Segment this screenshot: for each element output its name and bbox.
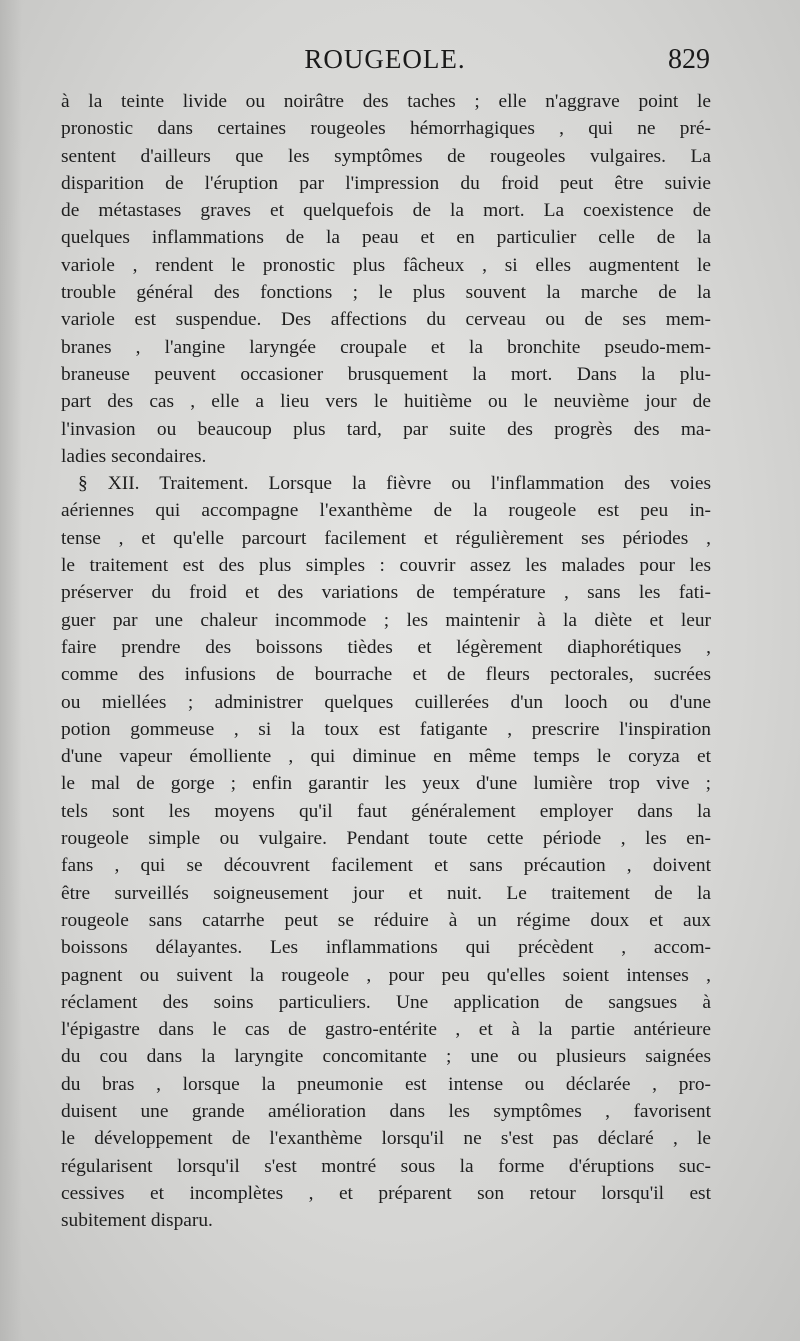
- running-header: [60, 40, 710, 86]
- text-line: trouble général des fonctions ; le plus souvent la marche de la: [61, 282, 711, 304]
- text-line: de métastases graves et quelquefois de la mort. La coexistence de: [61, 200, 711, 222]
- text-line: boissons délayantes. Les inflammations qui précèdent , accom-: [61, 937, 711, 959]
- text-line: variole , rendent le pronostic plus fâcheux , si elles augmentent le: [61, 254, 711, 276]
- page-number: 829: [668, 44, 710, 75]
- text-line: braneuse peuvent occasioner brusquement la mort. Dans la plu-: [61, 363, 711, 385]
- text-line: ladies secondaires.: [61, 445, 207, 467]
- text-line: réclament des soins particuliers. Une application de sangsues à: [61, 991, 711, 1013]
- text-line: faire prendre des boissons tièdes et légèrement diaphorétiques ,: [61, 636, 711, 658]
- body-text: [61, 88, 711, 1234]
- text-line: préserver du froid et des variations de température , sans les fati-: [61, 582, 711, 604]
- text-line: part des cas , elle a lieu vers le huitième ou le neuvième jour de: [61, 391, 711, 413]
- text-line: tels sont les moyens qu'il faut généralement employer dans la: [61, 800, 711, 822]
- text-line: aériennes qui accompagne l'exanthème de la rougeole est peu in-: [61, 500, 711, 522]
- text-line: comme des infusions de bourrache et de fleurs pectorales, sucrées: [61, 664, 711, 686]
- text-line: tense , et qu'elle parcourt facilement et régulièrement ses périodes ,: [61, 527, 711, 549]
- text-line: duisent une grande amélioration dans les symptômes , favorisent: [61, 1100, 711, 1122]
- text-line: fans , qui se découvrent facilement et sans précaution , doivent: [61, 855, 711, 877]
- text-line: à la teinte livide ou noirâtre des taches ; elle n'aggrave point le: [61, 91, 711, 112]
- text-line: l'épigastre dans le cas de gastro-entérite , et à la partie antérieure: [61, 1019, 711, 1041]
- text-line: du cou dans la laryngite concomitante ; une ou plusieurs saignées: [61, 1046, 711, 1068]
- text-line: guer par une chaleur incommode ; les maintenir à la diète et leur: [61, 609, 711, 631]
- page-spine-shadow: [0, 0, 22, 1341]
- paragraph-treatment: [61, 470, 711, 1234]
- text-line: l'invasion ou beaucoup plus tard, par suite des progrès des ma-: [61, 418, 711, 440]
- text-line: variole est suspendue. Des affections du cerveau ou de ses mem-: [61, 309, 711, 331]
- text-line: pronostic dans certaines rougeoles hémorrhagiques , qui ne pré-: [61, 118, 711, 140]
- text-line: du bras , lorsque la pneumonie est intense ou déclarée , pro-: [61, 1073, 711, 1095]
- text-line: être surveillés soigneusement jour et nuit. Le traitement de la: [61, 882, 711, 904]
- text-line: rougeole simple ou vulgaire. Pendant toute cette période , les en-: [61, 828, 711, 850]
- paragraph-prognosis: [61, 88, 711, 470]
- text-line: § XII. Traitement. Lorsque la fièvre ou l'inflammation des voies: [78, 473, 711, 495]
- text-line: sentent d'ailleurs que les symptômes de rougeoles vulgaires. La: [61, 145, 711, 167]
- text-line: disparition de l'éruption par l'impression du froid peut être suivie: [61, 172, 711, 194]
- text-line: le développement de l'exanthème lorsqu'il ne s'est pas déclaré , le: [61, 1128, 711, 1150]
- text-line: subitement disparu.: [61, 1210, 213, 1232]
- text-line: quelques inflammations de la peau et en particulier celle de la: [61, 227, 711, 249]
- text-line: cessives et incomplètes , et préparent son retour lorsqu'il est: [61, 1182, 711, 1204]
- text-line: ou miellées ; administrer quelques cuillerées d'un looch ou d'une: [61, 691, 711, 713]
- text-line: potion gommeuse , si la toux est fatigante , prescrire l'inspiration: [61, 718, 711, 740]
- running-title: ROUGEOLE.: [304, 44, 466, 74]
- text-line: rougeole sans catarrhe peut se réduire à un régime doux et aux: [61, 909, 711, 931]
- text-line: le mal de gorge ; enfin garantir les yeux d'une lumière trop vive ;: [61, 773, 711, 795]
- text-line: branes , l'angine laryngée croupale et la bronchite pseudo-mem-: [61, 336, 711, 358]
- text-line: le traitement est des plus simples : couvrir assez les malades pour les: [61, 555, 711, 577]
- text-line: régularisent lorsqu'il s'est montré sous la forme d'éruptions suc-: [61, 1155, 711, 1177]
- text-line: pagnent ou suivent la rougeole , pour peu qu'elles soient intenses ,: [61, 964, 711, 986]
- text-line: d'une vapeur émolliente , qui diminue en même temps le coryza et: [61, 746, 711, 768]
